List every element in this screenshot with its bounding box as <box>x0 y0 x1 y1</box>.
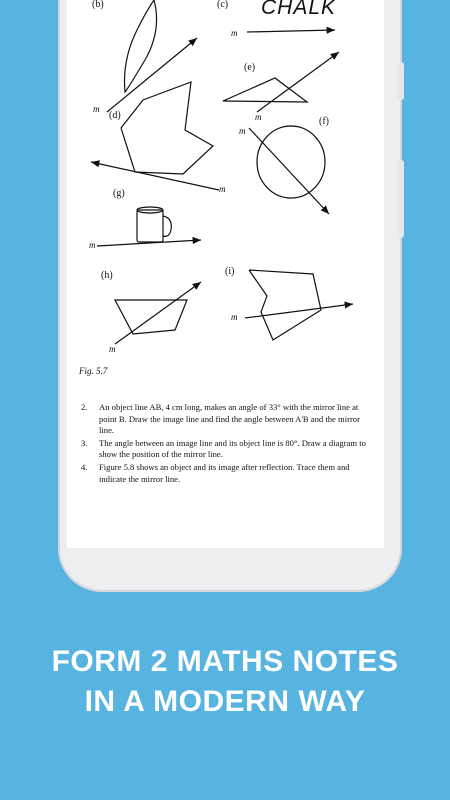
triangle-shape <box>223 78 307 102</box>
label-f: (f) <box>319 116 329 127</box>
polygon-shape <box>121 82 213 174</box>
circle-shape <box>257 126 325 198</box>
question-text: An object line AB, 4 cm long, makes an angle of 33° with the mirror line at point B. Draw the image line and find the angle between A'B and the mirror line. <box>99 402 360 436</box>
question-number: 4. <box>81 461 88 472</box>
phone-screen[interactable] <box>67 0 384 548</box>
promo-caption <box>0 642 450 722</box>
question-text: Figure 5.8 shows an object and its image after reflection. Trace them and indicate the mirror line. <box>99 461 350 484</box>
question-number: 3. <box>81 437 88 448</box>
label-e: (e) <box>244 62 256 73</box>
mirror-label-c: m <box>231 28 238 38</box>
mirror-line-h <box>115 282 201 344</box>
label-c: (c) <box>217 0 229 10</box>
question-text: The angle between an image line and its object line is 80°. Draw a diagram to show the position of the mirror line. <box>99 437 366 460</box>
label-d: (d) <box>109 110 121 121</box>
mirror-line-f <box>249 128 329 214</box>
leaf-shape <box>125 0 157 92</box>
arrow-shape <box>249 270 321 340</box>
mirror-label-b: m <box>93 104 100 114</box>
figure-caption: Fig. 5.7 <box>79 366 108 376</box>
mirror-line-d <box>91 162 219 190</box>
label-h: (h) <box>101 270 113 281</box>
mirror-label-i: m <box>231 312 238 322</box>
mirror-label-g: m <box>89 240 96 250</box>
mirror-line-e <box>257 52 339 112</box>
mirror-line-b <box>107 38 197 112</box>
phone-side-button <box>398 62 404 100</box>
phone-side-button <box>398 160 404 238</box>
question-list <box>81 402 373 486</box>
mirror-label-f: m <box>239 126 246 136</box>
mirror-label-h: m <box>109 344 116 354</box>
promo-caption-line1: FORM 2 MATHS NOTES <box>51 645 399 678</box>
label-b: (b) <box>92 0 104 10</box>
label-i: (i) <box>225 266 235 277</box>
quadrilateral-shape <box>115 300 187 334</box>
mirror-label-e: m <box>255 112 262 122</box>
promo-caption-line2: IN A MODERN WAY <box>84 685 366 718</box>
label-g: (g) <box>113 188 125 199</box>
mirror-line-g <box>97 240 201 246</box>
mirror-line-c <box>247 30 335 32</box>
chalk-text: CHALK <box>261 0 337 19</box>
mug-shape <box>137 210 163 242</box>
list-item <box>81 402 373 437</box>
mirror-label-d: m <box>219 184 226 194</box>
list-item <box>81 462 373 485</box>
list-item <box>81 438 373 461</box>
question-number: 2. <box>81 402 88 412</box>
